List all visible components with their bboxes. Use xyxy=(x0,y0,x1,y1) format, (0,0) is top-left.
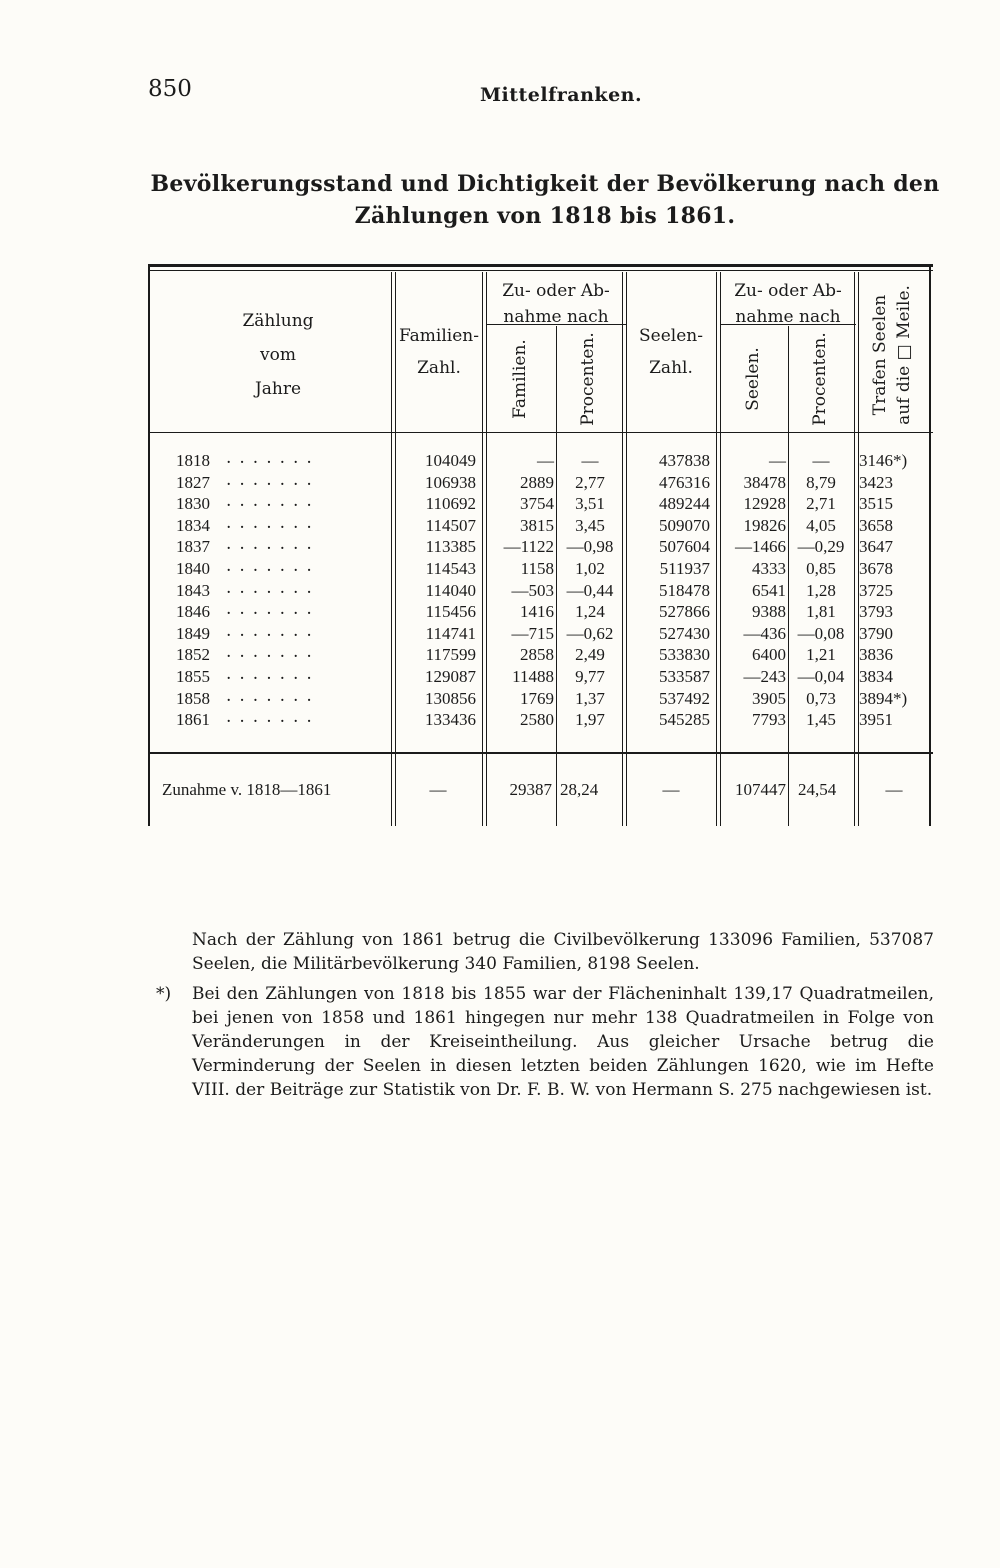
title-line-2: Zählungen von 1818 bis 1861. xyxy=(354,203,736,229)
cell-fam-change: 2580 xyxy=(520,710,554,730)
footnote-civil-population: Nach der Zählung von 1861 betrug die Civilbevölkerung 133096 Familien, 537087 Seelen, die Militärbevölkerung 340 Familien, 8198 Seelen. xyxy=(192,930,934,974)
cell-fam-change: 11488 xyxy=(512,667,554,686)
col-divider-3 xyxy=(556,326,557,826)
page-title xyxy=(145,168,945,232)
cell-density: 3423 xyxy=(859,472,893,492)
cell-density: 3725 xyxy=(859,580,893,600)
total-density: — xyxy=(885,780,903,799)
page-number: 850 xyxy=(148,76,192,102)
header-year-line-1: Zählung xyxy=(242,311,314,331)
cell-fam-pct: 1,24 xyxy=(575,602,605,622)
cell-fam-change: 2889 xyxy=(520,472,554,492)
cell-souls: 545285 xyxy=(659,710,710,730)
total-souls: — xyxy=(662,780,680,799)
cell-soul-pct: 1,21 xyxy=(806,645,836,665)
col-divider-4 xyxy=(622,272,623,826)
cell-fam-pct: —0,98 xyxy=(566,537,614,557)
cell-year: 1818 xyxy=(176,451,210,470)
cell-density: 3793 xyxy=(859,602,893,622)
cell-fam-change: —1122 xyxy=(503,537,554,557)
leader-dots: ....... xyxy=(226,707,320,728)
cell-soul-change: 3905 xyxy=(752,688,786,708)
header-year-line-2: vom xyxy=(260,345,296,365)
leader-dots: ....... xyxy=(226,534,320,555)
cell-souls: 476316 xyxy=(659,472,710,492)
cell-year: 1861 xyxy=(176,710,210,730)
cell-soul-change: 19826 xyxy=(743,515,786,535)
total-fam-change: 29387 xyxy=(509,780,552,799)
cell-soul-change: 4333 xyxy=(752,559,786,578)
header-soul-group-line-2: nahme nach xyxy=(735,307,841,327)
footnote-area-text: Bei den Zählungen von 1818 bis 1855 war der Flächeninhalt 139,17 Quadratmeilen, bei jenen von 1858 und 1861 hingegen nur mehr 138 Quadratmeilen in Folge von Veränderungen in der Kreiseintheilung. Aus gleicher Ursache betrug die Verminderung der Seelen in diesen letzten beiden Zählungen 1620, wie im Hefte VIII. der Beiträge zur Statistik von Dr. F. B. W. von Hermann S. 275 nachgewiesen ist. xyxy=(192,984,934,1100)
cell-year: 1849 xyxy=(176,623,210,643)
header-families xyxy=(396,320,482,384)
cell-soul-pct: 8,79 xyxy=(806,472,836,492)
cell-soul-pct: —0,04 xyxy=(797,667,845,686)
leader-dots: ....... xyxy=(226,685,320,706)
header-soul-abs: Seelen. xyxy=(743,347,763,411)
left-border xyxy=(148,264,150,826)
cell-fam-pct: 1,37 xyxy=(575,688,605,708)
cell-souls: 507604 xyxy=(659,537,710,557)
leader-dots: ....... xyxy=(226,577,320,598)
cell-souls: 511937 xyxy=(659,559,710,578)
header-families-line-2: Zahl. xyxy=(417,358,461,378)
cell-density: 3146*) xyxy=(859,451,908,470)
cell-fam-pct: —0,62 xyxy=(566,623,614,643)
cell-fam-pct: 2,49 xyxy=(575,645,605,665)
cell-fam-pct: 3,51 xyxy=(575,494,605,514)
cell-soul-change: 12928 xyxy=(743,494,786,514)
cell-fam-pct: 1,02 xyxy=(575,559,605,578)
cell-families: 115456 xyxy=(425,602,476,622)
cell-soul-change: —1466 xyxy=(735,537,786,557)
leader-dots: ....... xyxy=(226,469,320,490)
cell-fam-change: 3815 xyxy=(520,515,554,535)
header-souls-line-2: Zahl. xyxy=(649,358,693,378)
cell-soul-change: 6400 xyxy=(752,645,786,665)
cell-soul-change: 38478 xyxy=(743,472,786,492)
cell-souls: 537492 xyxy=(659,688,710,708)
cell-fam-change: —503 xyxy=(511,580,554,600)
header-fam-group-line-2: nahme nach xyxy=(503,307,609,327)
header-bottom-rule xyxy=(148,432,933,433)
cell-souls: 437838 xyxy=(659,451,710,470)
cell-density: 3951 xyxy=(859,710,893,730)
footnote-area-change xyxy=(156,982,934,1102)
cell-soul-pct: 0,85 xyxy=(806,559,836,578)
cell-year: 1855 xyxy=(176,667,210,686)
cell-fam-pct: 9,77 xyxy=(575,667,605,686)
cell-families: 117599 xyxy=(425,645,476,665)
cell-year: 1840 xyxy=(176,559,210,578)
cell-fam-change: 1769 xyxy=(520,688,554,708)
cell-families: 114741 xyxy=(425,623,476,643)
header-fam-group-line-1: Zu- oder Ab- xyxy=(502,281,610,301)
total-fam-pct: 28,24 xyxy=(560,780,599,799)
cell-fam-change: 1158 xyxy=(520,559,554,578)
cell-soul-change: 6541 xyxy=(752,580,786,600)
header-fam-abs: Familien. xyxy=(510,339,530,419)
footnote-marker: *) xyxy=(156,984,172,1004)
total-label: Zunahme v. 1818—1861 xyxy=(162,780,332,799)
cell-density: 3515 xyxy=(859,494,893,514)
cell-families: 104049 xyxy=(425,451,476,470)
cell-souls: 533830 xyxy=(659,645,710,665)
cell-fam-pct: 2,77 xyxy=(575,472,605,492)
cell-fam-pct: 3,45 xyxy=(575,515,605,535)
cell-fam-change: 3754 xyxy=(520,494,554,514)
col-divider-2 xyxy=(482,272,483,826)
cell-soul-pct: 1,81 xyxy=(806,602,836,622)
leader-dots: ....... xyxy=(226,599,320,620)
cell-fam-change: 1416 xyxy=(520,602,554,622)
cell-families: 130856 xyxy=(425,688,476,708)
cell-families: 110692 xyxy=(425,494,476,514)
header-year-line-3: Jahre xyxy=(254,379,302,399)
cell-density: 3834 xyxy=(859,667,893,686)
header-souls-line-1: Seelen- xyxy=(639,326,703,346)
cell-soul-pct: —0,29 xyxy=(797,537,845,557)
col-divider-7 xyxy=(854,272,855,826)
col-divider-6 xyxy=(788,326,789,826)
col-divider-1 xyxy=(391,272,392,826)
cell-density: 3647 xyxy=(859,537,893,557)
header-soul-pct: Procenten. xyxy=(810,332,830,426)
cell-year: 1843 xyxy=(176,580,210,600)
cell-soul-pct: 0,73 xyxy=(806,688,836,708)
population-table xyxy=(148,264,933,826)
header-families-line-1: Familien- xyxy=(399,326,479,346)
cell-families: 114507 xyxy=(425,515,476,535)
cell-soul-pct: 1,45 xyxy=(806,710,836,730)
cell-soul-change: 9388 xyxy=(752,602,786,622)
cell-soul-change: —436 xyxy=(743,623,786,643)
header-fam-pct: Procenten. xyxy=(578,332,598,426)
cell-families: 106938 xyxy=(425,472,476,492)
footnotes xyxy=(156,928,934,1102)
cell-fam-pct: 1,97 xyxy=(575,710,605,730)
cell-year: 1858 xyxy=(176,688,210,708)
leader-dots: ....... xyxy=(226,512,320,533)
cell-density: 3894*) xyxy=(859,688,908,708)
cell-year: 1830 xyxy=(176,494,210,514)
col-divider-5 xyxy=(716,272,717,826)
cell-souls: 527430 xyxy=(659,623,710,643)
cell-fam-change: — xyxy=(537,451,554,470)
total-soul-change: 107447 xyxy=(735,780,786,799)
cell-density: 3678 xyxy=(859,559,893,578)
cell-soul-pct: 1,28 xyxy=(806,580,836,600)
table-top-rule xyxy=(148,264,933,267)
header-souls xyxy=(626,320,716,384)
cell-souls: 518478 xyxy=(659,580,710,600)
cell-year: 1834 xyxy=(176,515,210,535)
leader-dots: ....... xyxy=(226,556,320,576)
table-top-rule-thin xyxy=(148,270,933,271)
cell-families: 114543 xyxy=(425,559,476,578)
cell-fam-pct: — xyxy=(581,451,599,470)
cell-families: 114040 xyxy=(425,580,476,600)
total-top-rule xyxy=(148,752,933,754)
cell-fam-pct: —0,44 xyxy=(566,580,614,600)
cell-families: 133436 xyxy=(425,710,476,730)
cell-soul-change: — xyxy=(769,451,786,470)
leader-dots: ....... xyxy=(226,491,320,512)
cell-density: 3658 xyxy=(859,515,893,535)
leader-dots: ....... xyxy=(226,642,320,663)
cell-year: 1852 xyxy=(176,645,210,665)
cell-soul-change: —243 xyxy=(743,667,786,686)
header-density-line-2: auf die □ Meile. xyxy=(894,285,914,425)
cell-souls: 527866 xyxy=(659,602,710,622)
running-head: Mittelfranken. xyxy=(480,84,643,106)
header-density-line-1: Trafen Seelen xyxy=(870,294,890,416)
cell-souls: 533587 xyxy=(659,667,710,686)
cell-density: 3790 xyxy=(859,623,893,643)
total-families: — xyxy=(429,780,447,799)
cell-soul-change: 7793 xyxy=(752,710,786,730)
cell-fam-change: 2858 xyxy=(520,645,554,665)
total-soul-pct: 24,54 xyxy=(798,780,837,799)
header-soul-group-line-1: Zu- oder Ab- xyxy=(734,281,842,301)
header-density xyxy=(868,280,918,430)
cell-year: 1846 xyxy=(176,602,210,622)
cell-year: 1827 xyxy=(176,472,210,492)
cell-fam-change: —715 xyxy=(511,623,554,643)
cell-year: 1837 xyxy=(176,537,210,557)
cell-soul-pct: — xyxy=(812,451,830,470)
cell-soul-pct: 2,71 xyxy=(806,494,836,514)
header-soul-change-group xyxy=(720,278,856,330)
leader-dots: ....... xyxy=(226,620,320,641)
cell-soul-pct: 4,05 xyxy=(806,515,836,535)
header-year xyxy=(178,304,378,406)
leader-dots: ....... xyxy=(226,448,320,468)
cell-density: 3836 xyxy=(859,645,893,665)
cell-souls: 509070 xyxy=(659,515,710,535)
leader-dots: ....... xyxy=(226,664,320,684)
header-fam-change-group xyxy=(486,278,626,330)
cell-soul-pct: —0,08 xyxy=(797,623,845,643)
title-line-1: Bevölkerungsstand und Dichtigkeit der Bevölkerung nach den xyxy=(150,171,940,197)
cell-families: 113385 xyxy=(425,537,476,557)
cell-families: 129087 xyxy=(425,667,476,686)
cell-souls: 489244 xyxy=(659,494,710,514)
